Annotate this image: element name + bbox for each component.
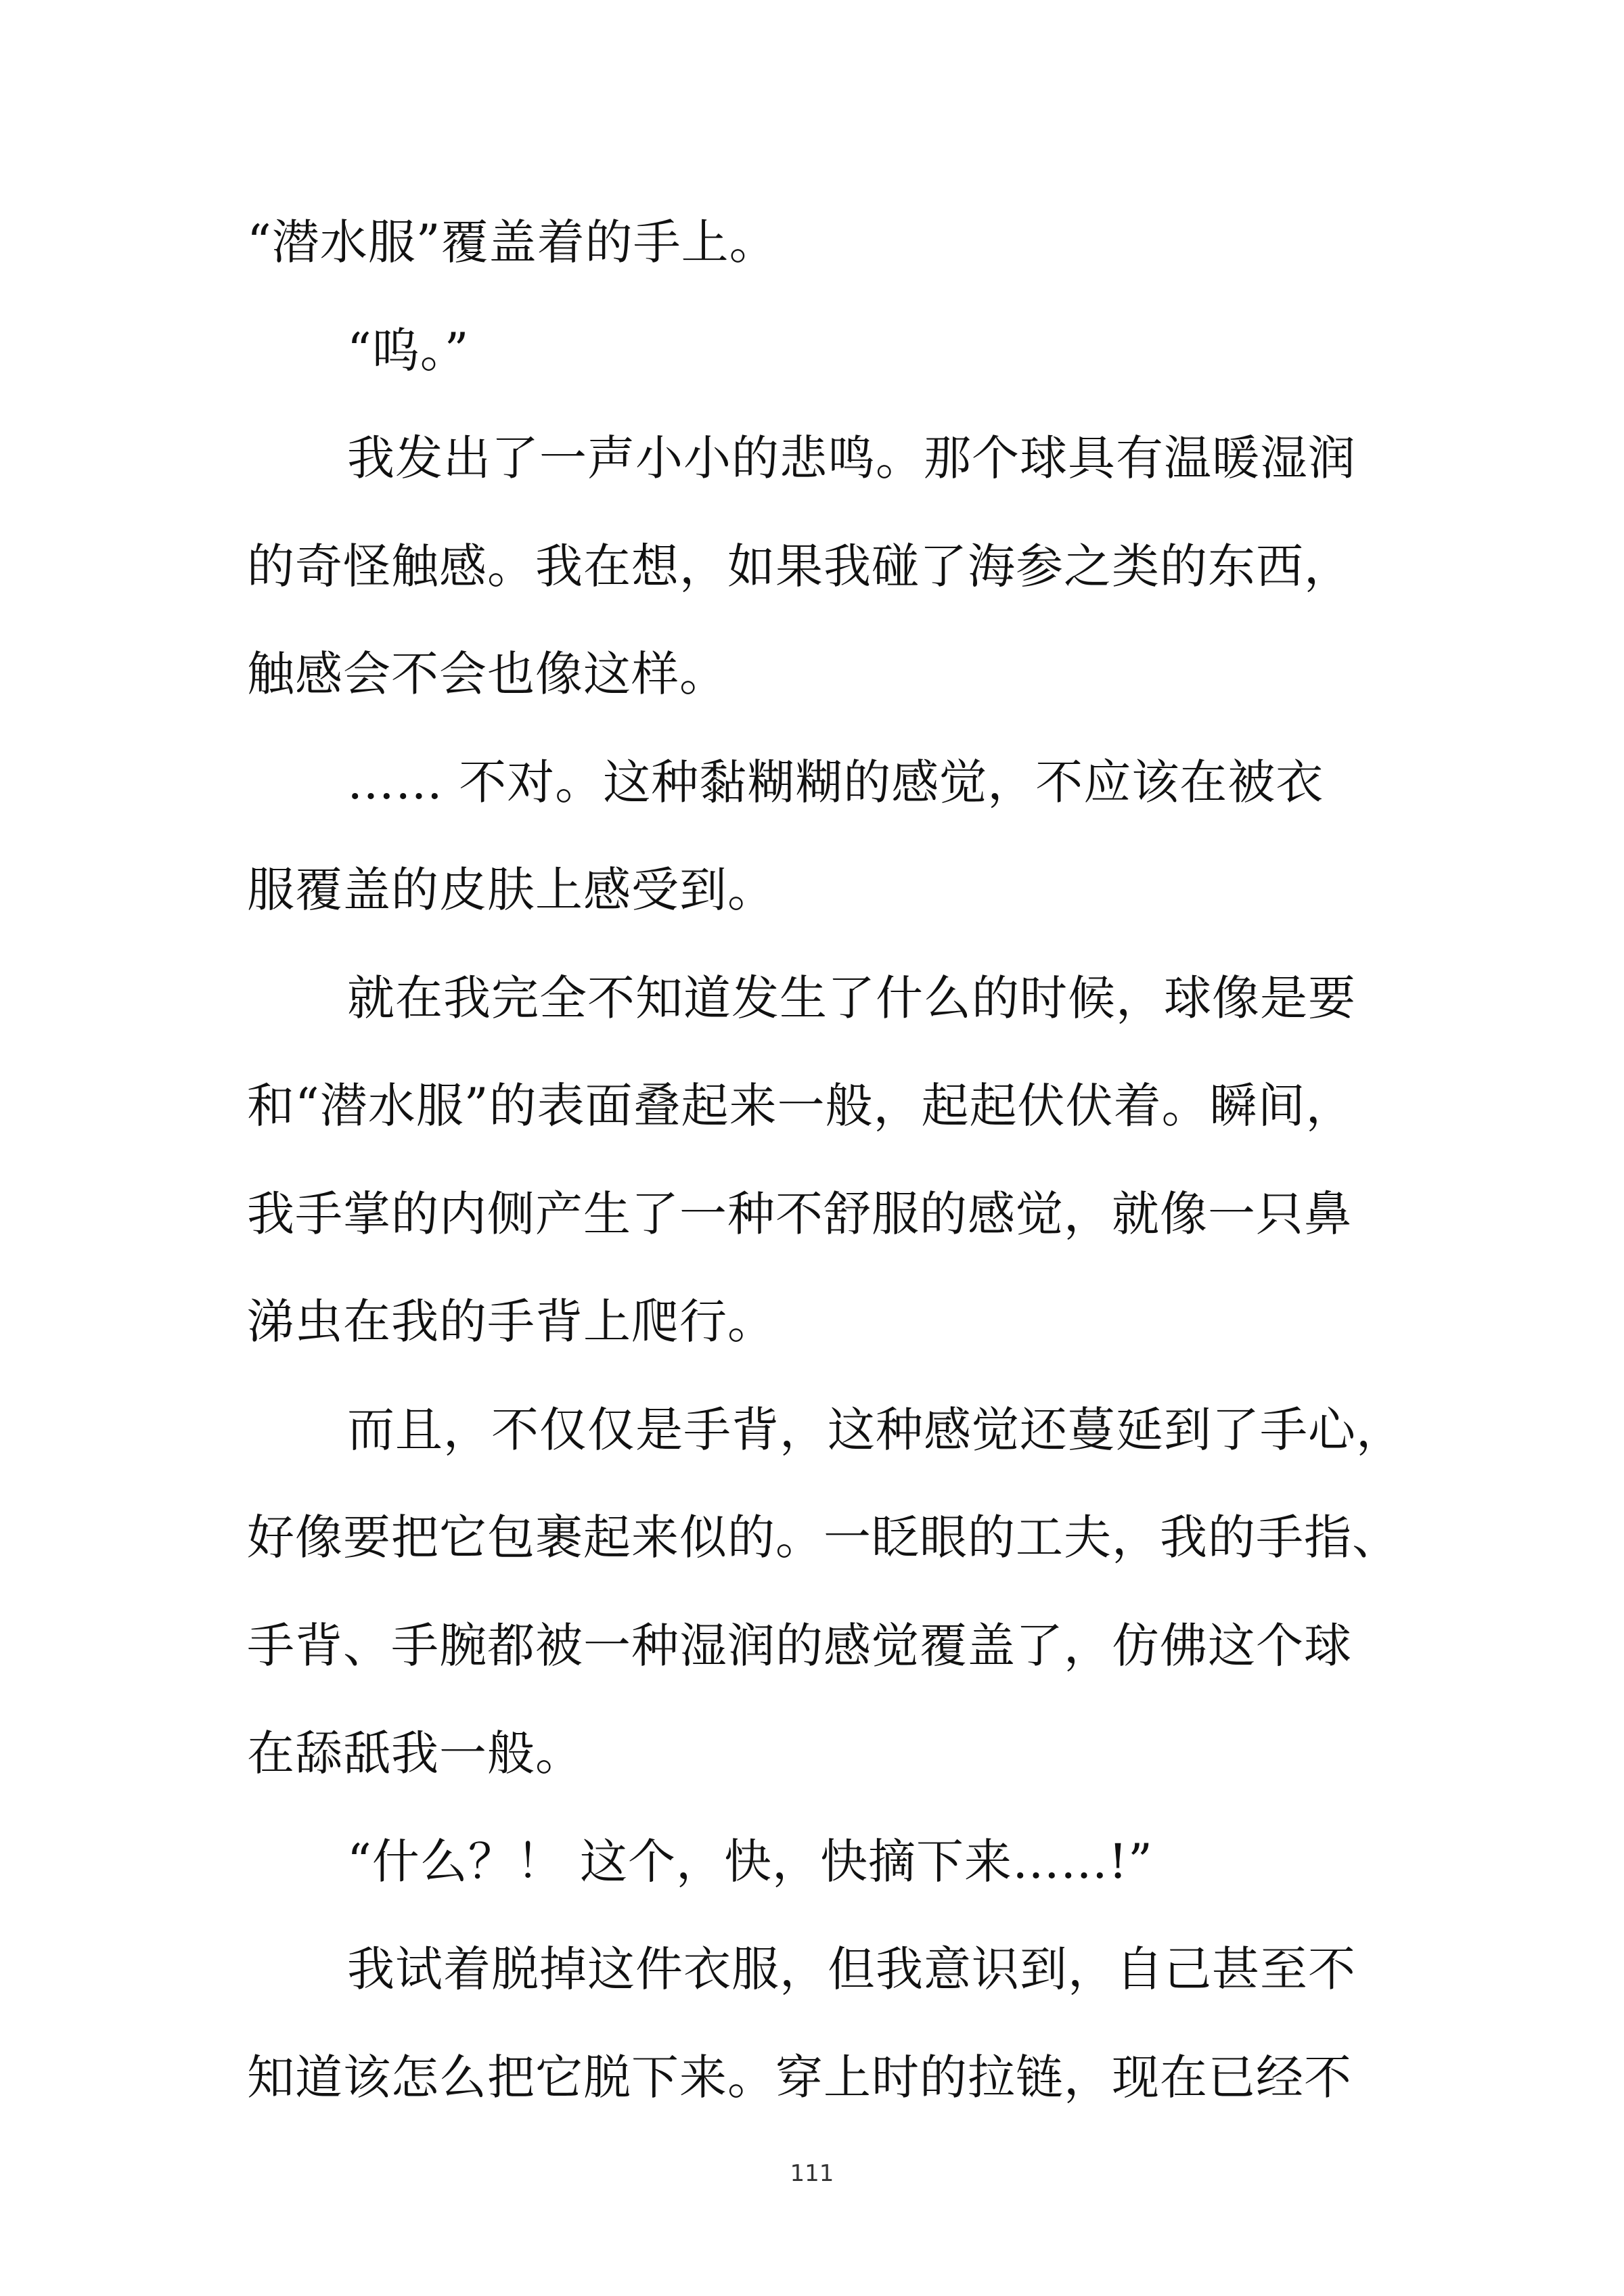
- text-line-13: 好像要把它包裹起来似的。一眨眼的工夫，我的手指、: [247, 1510, 1400, 1565]
- text-line-10: 我手掌的内侧产生了一种不舒服的感觉，就像一只鼻: [247, 1186, 1352, 1242]
- text-line-1: “潜水服”覆盖着的手上。: [247, 215, 777, 270]
- text-line-8: 就在我完全不知道发生了什么的时候，球像是要: [347, 970, 1356, 1026]
- text-line-18: 知道该怎么把它脱下来。穿上时的拉链，现在已经不: [247, 2049, 1352, 2105]
- text-line-11: 涕虫在我的手背上爬行。: [247, 1294, 775, 1349]
- text-line-15: 在舔舐我一般。: [247, 1726, 583, 1781]
- text-line-17: 我试着脱掉这件衣服，但我意识到，自己甚至不: [347, 1941, 1356, 1997]
- text-line-7: 服覆盖的皮肤上感受到。: [247, 862, 775, 918]
- body-text: [247, 215, 1404, 2158]
- text-line-6: …… 不对。这种黏糊糊的感觉，不应该在被衣: [347, 754, 1324, 810]
- text-line-4: 的奇怪触感。我在想，如果我碰了海参之类的东西，: [247, 538, 1352, 594]
- page-number: 111: [790, 2160, 834, 2187]
- text-line-5: 触感会不会也像这样。: [247, 646, 727, 702]
- text-line-16: “什么？！ 这个，快，快摘下来……!”: [347, 1833, 1153, 1889]
- text-line-14: 手背、手腕都被一种湿润的感觉覆盖了，仿佛这个球: [247, 1617, 1352, 1673]
- text-line-9: 和“潜水服”的表面叠起来一般，起起伏伏着。瞬间，: [247, 1078, 1354, 1133]
- text-line-3: 我发出了一声小小的悲鸣。那个球具有温暖湿润: [347, 430, 1356, 486]
- text-line-2: “呜。”: [347, 322, 470, 378]
- text-line-12: 而且，不仅仅是手背，这种感觉还蔓延到了手心，: [347, 1401, 1404, 1458]
